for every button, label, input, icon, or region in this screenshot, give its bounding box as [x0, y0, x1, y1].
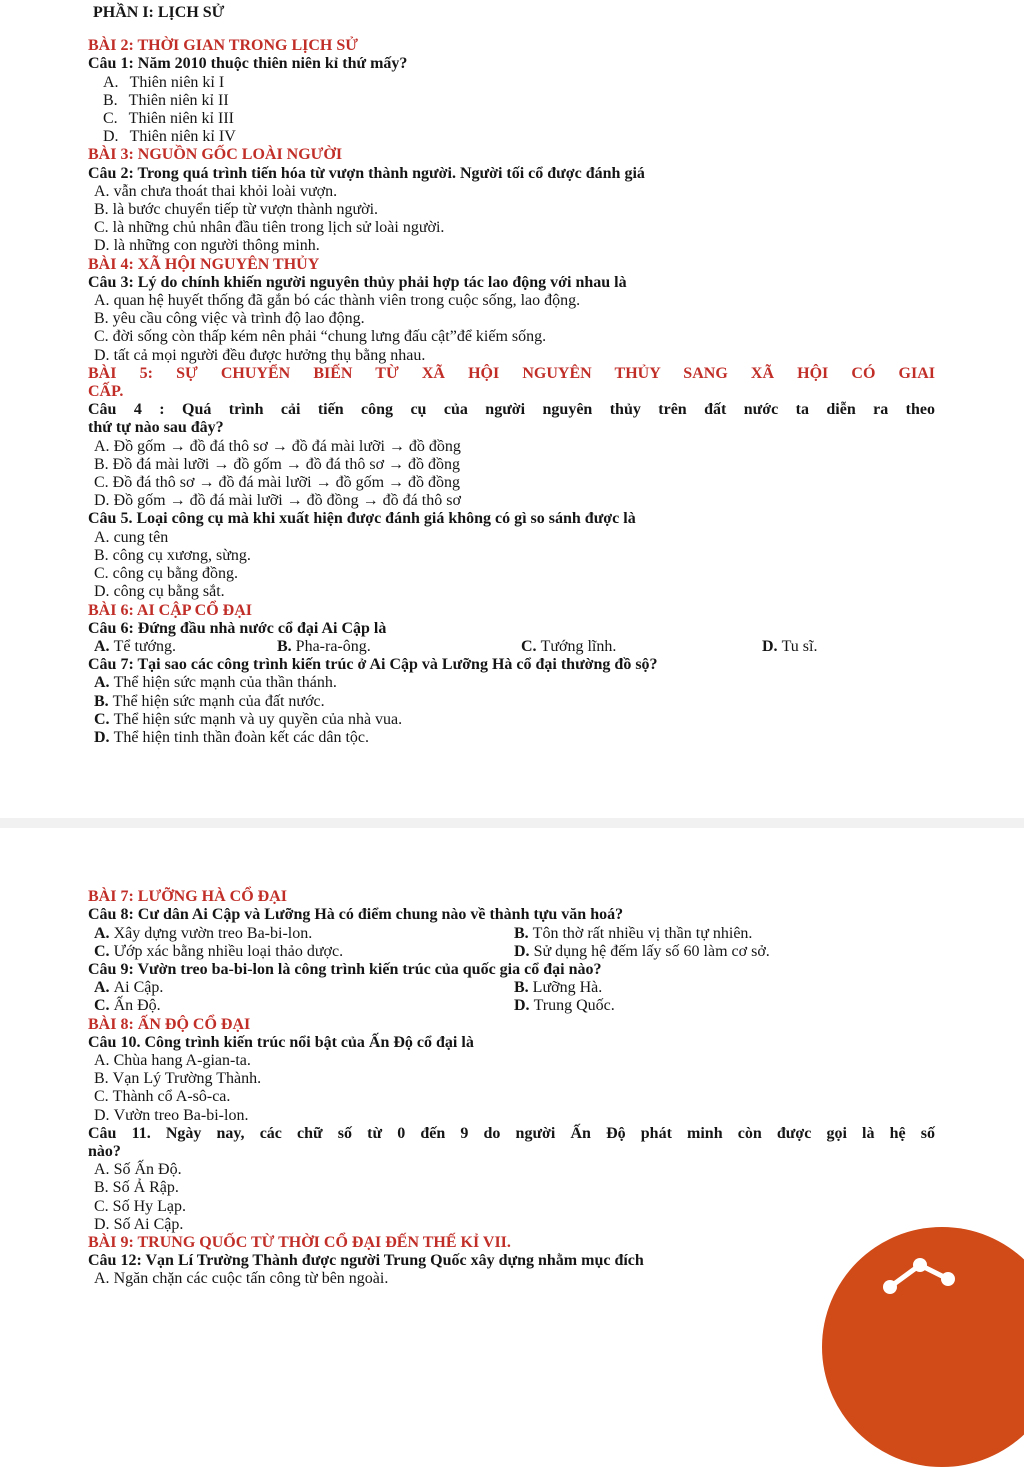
question-prompt-line2: thứ tự nào sau đây? [88, 419, 224, 437]
option-text: Xây dựng vườn treo Ba-bi-lon. [113, 924, 313, 942]
question-prompt-line2: nào? [88, 1142, 121, 1160]
option-letter: B. [94, 455, 109, 473]
option-text: Số Ai Cập. [113, 1215, 184, 1233]
document-page-2 [0, 828, 1024, 1288]
option-text: yêu cầu công việc và trình độ lao động. [112, 310, 365, 328]
option-letter: B. [514, 979, 529, 997]
answer-option [88, 529, 935, 547]
answer-option [88, 729, 935, 747]
option-letter: D. [94, 237, 110, 255]
page-gap-divider [0, 818, 1024, 828]
option-letter: D. [94, 346, 110, 364]
options-row [88, 925, 935, 943]
answer-option [88, 128, 935, 146]
answer-option [88, 1052, 935, 1070]
answer-option [88, 1216, 935, 1234]
lesson-heading: BÀI 4: XÃ HỘI NGUYÊN THỦY [88, 255, 320, 273]
option-text: Vườn treo Ba-bi-lon. [113, 1106, 249, 1124]
answer-option [88, 1107, 935, 1125]
option-text: Sử dụng hệ đếm lấy số 60 làm cơ sở. [533, 942, 770, 960]
answer-option [88, 565, 935, 583]
question-prompt: Câu 4 : Quá trình cải tiến công cụ của người nguyên thủy trên đất nước ta diễn ra theo [88, 401, 935, 419]
option-letter: C. [94, 942, 110, 960]
question-prompt: Câu 12: Vạn Lí Trường Thành được người Trung Quốc xây dựng nhằm mục đích [88, 1252, 644, 1270]
option-letter: A. [103, 73, 119, 91]
options-row [88, 638, 935, 656]
option-text: Thiên niên kỉ III [128, 110, 234, 128]
lesson-heading: BÀI 5: SỰ CHUYỂN BIẾN TỪ XÃ HỘI NGUYÊN THỦY SANG XÃ HỘI CÓ GIAI [88, 364, 935, 382]
option-letter: D. [103, 128, 119, 146]
option-letter: B. [514, 924, 529, 942]
option-text: Số Hy Lạp. [112, 1197, 186, 1215]
answer-option [514, 925, 935, 943]
option-letter: C. [94, 328, 109, 346]
option-text: đời sống còn thấp kém nên phải “chung lưng đấu cật”để kiếm sống. [112, 328, 547, 346]
option-letter: A. [94, 1051, 110, 1069]
options-row [88, 943, 935, 961]
answer-option [88, 492, 935, 510]
option-text: Tướng lĩnh. [540, 637, 617, 655]
option-letter: A. [94, 437, 110, 455]
answer-option [514, 997, 935, 1015]
option-text: Thể hiện sức mạnh của đất nước. [112, 692, 325, 710]
option-letter: B. [94, 201, 109, 219]
option-letter: C. [94, 997, 110, 1015]
option-text: là những con người thông minh. [113, 237, 320, 255]
option-text: Đồ gốm → đồ đá mài lưỡi → đồ đồng → đồ đá thô sơ [113, 492, 461, 510]
option-letter: C. [94, 565, 109, 583]
answer-option [88, 474, 935, 492]
option-text: Thiên niên kỉ I [129, 73, 225, 91]
option-text: Vạn Lý Trường Thành. [112, 1070, 262, 1088]
option-letter: A. [94, 924, 110, 942]
option-text: Trung Quốc. [533, 997, 615, 1015]
part-title: PHẦN I: LỊCH SỬ [93, 4, 225, 21]
question-prompt: Câu 1: Năm 2010 thuộc thiên niên kỉ thứ mấy? [88, 55, 408, 73]
option-letter: B. [94, 546, 109, 564]
option-letter: A. [94, 528, 110, 546]
option-letter: D. [94, 728, 110, 746]
option-letter: B. [94, 692, 109, 710]
question-prompt: Câu 2: Trong quá trình tiến hóa từ vượn thành người. Người tối cổ được đánh giá [88, 164, 645, 182]
option-letter: A. [94, 182, 110, 200]
answer-option [277, 638, 521, 656]
question-prompt: Câu 3: Lý do chính khiến người nguyên thủy phải hợp tác lao động với nhau là [88, 273, 627, 291]
option-letter: D. [514, 997, 530, 1015]
option-text: Ướp xác bằng nhiều loại thảo dược. [113, 942, 344, 960]
option-letter: A. [94, 979, 110, 997]
answer-option [88, 1270, 935, 1288]
option-letter: C. [94, 474, 109, 492]
option-letter: D. [94, 1106, 110, 1124]
option-letter: B. [94, 1070, 109, 1088]
option-letter: D. [94, 583, 110, 601]
option-letter: D. [762, 637, 778, 655]
option-letter: B. [94, 310, 109, 328]
option-text: Thiên niên kỉ IV [129, 128, 236, 146]
answer-option [514, 979, 935, 997]
answer-option [88, 1161, 935, 1179]
answer-option [88, 456, 935, 474]
option-text: Thể hiện sức mạnh và uy quyền của nhà vua. [113, 710, 403, 728]
question-prompt: Câu 9: Vườn treo ba-bi-lon là công trình kiến trúc của quốc gia cổ đại nào? [88, 960, 602, 978]
option-text: Thành cổ A-sô-ca. [112, 1088, 231, 1106]
option-text: Thể hiện tinh thần đoàn kết các dân tộc. [113, 728, 370, 746]
option-letter: C. [103, 110, 118, 128]
answer-option [94, 943, 514, 961]
answer-option [88, 310, 935, 328]
option-text: Ấn Độ. [113, 997, 161, 1015]
lesson-heading: BÀI 7: LƯỠNG HÀ CỔ ĐẠI [88, 888, 287, 906]
answer-option [88, 74, 935, 92]
answer-option [88, 438, 935, 456]
option-letter: A. [94, 292, 110, 310]
answer-option [88, 292, 935, 310]
option-text: quan hệ huyết thống đã gắn bó các thành viên trong cuộc sống, lao động. [113, 292, 581, 310]
option-letter: D. [94, 1215, 110, 1233]
option-text: cung tên [113, 528, 169, 546]
answer-option [88, 92, 935, 110]
option-text: Thiên niên kỉ II [128, 91, 229, 109]
question-prompt: Câu 6: Đứng đầu nhà nước cổ đại Ai Cập là [88, 619, 387, 637]
question-prompt: Câu 10. Công trình kiến trúc nổi bật của Ấn Độ cổ đại là [88, 1033, 474, 1051]
answer-option [521, 638, 762, 656]
answer-option [88, 237, 935, 255]
answer-option [88, 674, 935, 692]
options-row [88, 997, 935, 1015]
lesson-heading: BÀI 9: TRUNG QUỐC TỪ THỜI CỔ ĐẠI ĐẾN THẾ KỈ VII. [88, 1233, 511, 1251]
option-letter: B. [94, 1179, 109, 1197]
answer-option [88, 219, 935, 237]
answer-option [88, 201, 935, 219]
answer-option [88, 583, 935, 601]
answer-option [88, 1088, 935, 1106]
share-icon [882, 1235, 992, 1345]
option-text: vẫn chưa thoát thai khỏi loài vượn. [113, 182, 338, 200]
option-letter: C. [94, 1088, 109, 1106]
answer-option [88, 711, 935, 729]
option-letter: A. [94, 637, 110, 655]
option-letter: B. [277, 637, 292, 655]
option-text: là những chủ nhân đầu tiên trong lịch sử loài người. [112, 219, 445, 237]
option-letter: C. [521, 637, 537, 655]
option-text: công cụ xương, sừng. [112, 546, 251, 564]
answer-option [88, 110, 935, 128]
question-prompt: Câu 11. Ngày nay, các chữ số từ 0 đến 9 do người Ấn Độ phát minh còn được gọi là hệ số [88, 1124, 935, 1142]
option-text: Tôn thờ rất nhiều vị thần tự nhiên. [532, 924, 753, 942]
answer-option [88, 1198, 935, 1216]
option-text: công cụ bằng sắt. [113, 583, 225, 601]
answer-option [88, 183, 935, 201]
option-letter: A. [94, 1161, 110, 1179]
option-letter: C. [94, 710, 110, 728]
option-text: Tu sĩ. [781, 637, 818, 655]
option-text: công cụ bằng đồng. [112, 565, 238, 583]
option-text: Đồ đá thô sơ → đồ đá mài lưỡi → đồ gốm → đồ đồng [112, 474, 461, 492]
lesson-heading: BÀI 8: ẤN ĐỘ CỔ ĐẠI [88, 1015, 251, 1033]
answer-option [762, 638, 935, 656]
option-letter: A. [94, 674, 110, 692]
option-text: tất cả mọi người đều được hưởng thụ bằng nhau. [113, 346, 426, 364]
option-text: Số Ấn Độ. [113, 1161, 182, 1179]
option-text: Chùa hang A-gian-ta. [113, 1051, 251, 1069]
option-letter: C. [94, 219, 109, 237]
question-prompt: Câu 8: Cư dân Ai Cập và Lưỡng Hà có điểm chung nào về thành tựu văn hoá? [88, 906, 624, 924]
option-letter: D. [94, 492, 110, 510]
answer-option [88, 1070, 935, 1088]
answer-option [514, 943, 935, 961]
option-text: Lưỡng Hà. [532, 979, 603, 997]
option-text: là bước chuyển tiếp từ vượn thành người. [112, 201, 379, 219]
question-prompt: Câu 7: Tại sao các công trình kiến trúc ở Ai Cập và Lưỡng Hà cổ đại thường đồ sộ? [88, 656, 658, 674]
lesson-heading: BÀI 6: AI CẬP CỔ ĐẠI [88, 601, 253, 619]
lesson-heading: BÀI 2: THỜI GIAN TRONG LỊCH SỬ [88, 37, 358, 55]
option-text: Pha-ra-ông. [295, 637, 371, 655]
option-letter: B. [103, 91, 118, 109]
option-text: Thể hiện sức mạnh của thần thánh. [113, 674, 337, 692]
answer-option [88, 693, 935, 711]
options-row [88, 979, 935, 997]
lesson-heading-line2: CẤP. [88, 383, 124, 401]
answer-option [88, 547, 935, 565]
answer-option [88, 328, 935, 346]
answer-option [94, 979, 514, 997]
option-letter: C. [94, 1197, 109, 1215]
question-prompt: Câu 5. Loại công cụ mà khi xuất hiện được đánh giá không có gì so sánh được là [88, 510, 636, 528]
answer-option [94, 925, 514, 943]
option-letter: A. [94, 1270, 110, 1288]
option-text: Tể tướng. [113, 637, 177, 655]
option-text: Đồ gốm → đồ đá thô sơ → đồ đá mài lưỡi → đồ đồng [113, 437, 461, 455]
answer-option [88, 1179, 935, 1197]
option-text: Số Ả Rập. [112, 1179, 179, 1197]
option-text: Ngăn chặn các cuộc tấn công từ bên ngoài. [113, 1270, 389, 1288]
answer-option [94, 638, 277, 656]
answer-option [94, 997, 514, 1015]
lesson-heading: BÀI 3: NGUỒN GỐC LOÀI NGƯỜI [88, 146, 343, 164]
option-text: Ai Cập. [113, 979, 164, 997]
option-letter: D. [514, 942, 530, 960]
answer-option [88, 347, 935, 365]
option-text: Đồ đá mài lưỡi → đồ gốm → đồ đá thô sơ → đồ đồng [112, 455, 461, 473]
